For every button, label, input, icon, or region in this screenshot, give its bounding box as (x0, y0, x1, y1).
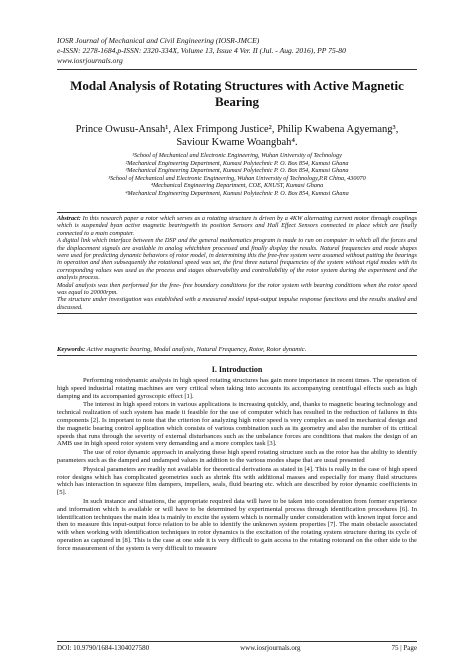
affiliation: ⁴Mechanical Engineering Department, Kumasi Polytechnic P. O. Box 854, Kumasi Ghana (125, 189, 349, 197)
abstract-p3: Modal analysis was then performed for the free- free boundary conditions for the rotor system with bearing conditions when the rotor speed was equal to 20000rpm. (57, 281, 417, 297)
paragraph: The use of rotor dynamic approach in analyzing these high speed rotating structure such as the rotor has the ability to identify parameters such as the damped and undamped values in addition to the various modes shape that are usual presented (57, 449, 417, 464)
keywords (57, 346, 417, 356)
affiliation: ³Mechanical Engineering Department, Kumasi Polytechnic P. O. Box 854, Kumasi Ghana (125, 167, 349, 175)
paragraph: Physical parameters are readily not available for theoretical derivations as stated in [4]. This is really in the case of high speed rotor designs which has complicated geometries such as shrink fits with additional masses and especially for many fluid structures which has interaction in squeeze film dampers, impellers, seals, fluid bearing etc. which are described by rotor dynamic coefficients in [5]. (57, 465, 417, 497)
section-heading: I. Introduction (211, 365, 263, 374)
page-footer (57, 644, 417, 652)
footer-site: www.iosrjournals.org (240, 644, 301, 652)
abstract (57, 212, 417, 314)
footer-doi: DOI: 10.9790/1684-1304027580 (57, 644, 150, 652)
title-line-2: Bearing (214, 93, 260, 109)
affiliations (40, 152, 434, 198)
affiliation: ⁴Mechanical Engineering Department, COE, KNUST, Kumasi Ghana (150, 182, 324, 190)
abstract-p2: A digital link which interface between the DSP and the general mathematics program is made to run on computer in which all the forces and the displacement signals are available in analog whichthen processed and finally display the results. Natural frequencies and mode shapes were used for predicting dynamic behaviors of rotor model, in determining this the free-free system were assumed without putting the bearings in operation and then subsequently the rotational speed was set, the first three natural frequencies of the system without rigid modes with its corresponding values was used as the process and stages observability and controllability of the rotor system during the experiment and the analysis process. (57, 237, 417, 282)
paper-title (40, 78, 434, 109)
footer-rule (57, 641, 417, 642)
footer-page-number: 75 | Page (391, 644, 417, 652)
journal-name: IOSR Journal of Mechanical and Civil Engineering (IOSR-JMCE) (57, 36, 260, 45)
abstract-p4: The structure under investigation was established with a measured model input-output impulse response functions and the results studied and discussed. (57, 296, 417, 311)
title-line-1: Modal Analysis of Rotating Structures with Active Magnetic (70, 78, 404, 93)
abstract-label: Abstract: (57, 215, 81, 222)
introduction-body (57, 377, 417, 554)
paragraph: In such instance and situations, the appropriate required data will have to be taken into consideration from former experience and information which is available or will have to be determined by experimental process through identification procedures [6]. In identification techniques the main idea is mainly to excite the system which is normally under consideration with known input force and then to measure this input-output force relation to be able to identify the unknown system properties [7]. The main obstacle associated with when working with identification techniques in rotor dynamics is the excitation of the rotating system structure during its cycle of operation as captured in [8]. This is the case at one side it is very difficult to gain access to the rotating rotorand on the other side to the force measurement of the system is very difficult to measure (57, 497, 417, 552)
header-rule (57, 69, 417, 70)
author-list (40, 123, 434, 149)
authors-line-1: Prince Owusu-Ansah¹, Alex Frimpong Justice², Philip Kwabena Agyemang³, (75, 124, 399, 135)
keywords-label: Keywords: (57, 346, 86, 353)
keywords-value: Active magnetic bearing, Modal analysis, Natural Frequency, Rotor, Rotor dynamic. (85, 346, 307, 353)
paragraph: Performing rotodynamic analysis in high speed rotating structures has gain more importance in recent times. The operation of high speed industrial rotating machines are very critical when taking into accounts its accompanying centrifugal effects such as high damping and its accompanied gyroscopic effect [1]. (57, 377, 417, 400)
affiliation: ¹School of Mechanical and Electronic Engineering, Wuhan University of Technology (132, 152, 342, 159)
affiliation: ²Mechanical Engineering Department, Kumasi Polytechnic P. O. Box 854, Kumasi Ghana (125, 159, 349, 167)
abstract-p1 (57, 215, 417, 237)
journal-site: www.iosrjournals.org (57, 56, 123, 65)
authors-line-2: Saviour Kwame Woangbah⁴. (176, 137, 298, 148)
journal-header (57, 36, 346, 66)
abstract-text: In this research paper a rotor which serves as a rotating structure is driven by a 4KW alternating current motor through couplings which is suspended byan active magnetic bearingwith its position Sensors and Hall Effect Sensors connected in place which are finally connected to a main computer. (57, 215, 417, 237)
paragraph: The interest in high speed rotors in various applications is increasing quickly, and, thanks to magnetic bearing technology and technical realization of such system has made it feasible for the use of computer which has resulted in the reduction of failures in this components [2]. Is important to note that the criterion for analyzing high rotor speed is very complex as used in mechanical design and the magnetic bearing control application which consists of various combination such as its geometry and also the number of its critical speeds that runs through the severity of external disturbances such as the unbalance forces are conditions that makes the design of an AMB use in high speed rotor system very demanding and a more complex task [3]. (57, 401, 417, 448)
journal-issn: e-ISSN: 2278-1684,p-ISSN: 2320-334X, Volume 13, Issue 4 Ver. II (Jul. - Aug. 2016), PP 75-80 (57, 46, 346, 55)
affiliation: ³School of Mechanical and Electronic Engineering, Wuhan University of Technology,P.R China, 430070 (108, 174, 366, 182)
